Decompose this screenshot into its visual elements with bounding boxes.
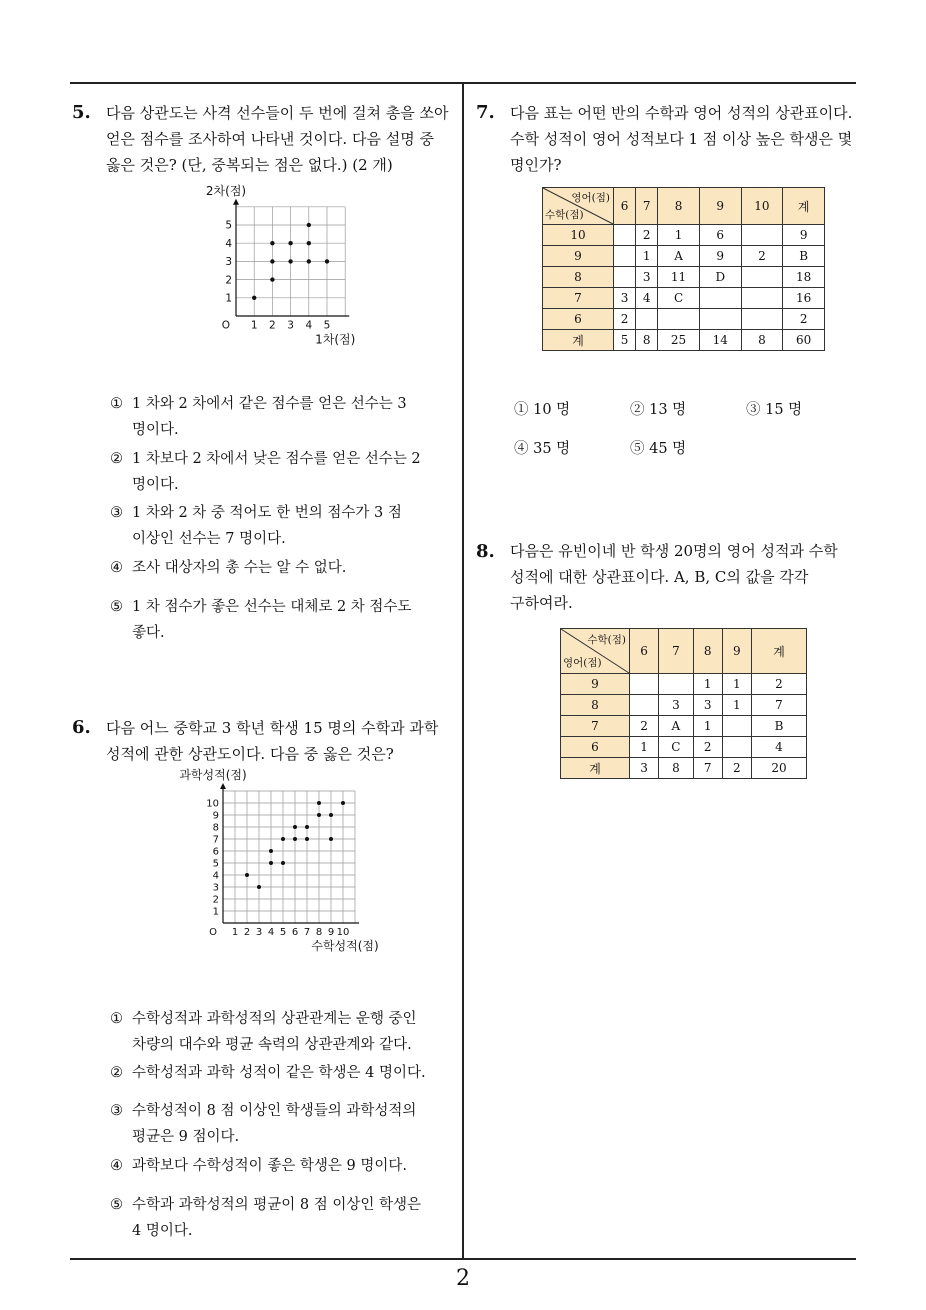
table-cell: 3 [614,288,636,309]
x-tick-label: 2 [269,319,276,332]
data-point [269,861,273,865]
table-row [543,246,825,267]
row-header: 계 [543,330,614,351]
table-cell: 2 [783,309,825,330]
table-cell: C [658,288,700,309]
correlation-table-q7 [542,187,825,351]
table-row [561,758,807,779]
table-cell: 9 [783,225,825,246]
x-tick-label: 3 [287,319,294,332]
x-tick-label: 4 [267,927,275,938]
x-tick-label: 1 [250,319,258,332]
table-cell [722,737,751,758]
choice-2[interactable]: ② 13 명 [630,402,687,418]
data-point [293,837,297,841]
data-point [325,259,329,263]
column-divider [462,82,464,1258]
table-cell: C [659,737,693,758]
data-point [270,259,274,263]
row-header: 계 [561,758,630,779]
y-tick-label: 4 [225,237,232,250]
y-axis-label: 과학성적(점) [179,768,247,782]
correlation-table-q8 [560,628,807,779]
table-cell: 3 [630,758,659,779]
option-2[interactable]: ② 1 차보다 2 차에서 낮은 점수를 얻은 선수는 2 명이다. [110,451,421,493]
row-header: 9 [561,674,630,695]
x-tick-label: 5 [323,319,331,332]
column-header: 10 [741,188,783,225]
data-point [270,277,274,281]
x-tick-label: 1 [231,927,239,938]
scatter-plot-q5 [200,185,370,355]
y-tick-label: 1 [225,292,232,305]
option-4[interactable]: ④ 조사 대상자의 총 수는 알 수 없다. [110,560,347,576]
text-line: 옳은 것은? (단, 중복되는 점은 없다.) (2 개) [106,156,393,174]
row-header: 6 [561,737,630,758]
data-point [288,259,292,263]
row-header: 7 [543,288,614,309]
choice-1[interactable]: ① 10 명 [514,402,571,418]
x-tick-label: 5 [279,927,287,938]
origin-label: O [209,927,217,938]
x-tick-label: 4 [305,319,313,332]
table-cell [741,267,783,288]
y-tick-label: 3 [212,882,219,894]
table-cell [614,225,636,246]
option-1[interactable]: ① 1 차와 2 차에서 같은 점수를 얻은 선수는 3 명이다. [110,396,407,438]
y-tick-label: 6 [212,846,219,858]
y-axis-arrow [220,783,226,789]
data-point [281,837,285,841]
table-cell: 18 [783,267,825,288]
text-line: 성적에 대한 상관표이다. A, B, C의 값을 각각 [510,568,809,586]
table-cell: B [783,246,825,267]
table-cell: 1 [693,674,722,695]
y-tick-label: 8 [212,822,219,834]
table-cell: 16 [783,288,825,309]
table-row [543,309,825,330]
table-row [561,716,807,737]
table-corner: 수학(점) 영어(점) [561,629,630,674]
column-header: 9 [699,188,741,225]
table-cell [614,267,636,288]
option-5[interactable]: ⑤ 수학과 과학성적의 평균이 8 점 이상인 학생은 4 명이다. [110,1197,422,1239]
table-cell: A [659,716,693,737]
table-row [561,695,807,716]
question-number: 5. [72,102,91,123]
data-point [270,241,274,245]
table-row [561,674,807,695]
question-text [106,100,456,178]
text-line: 얻은 점수를 조사하여 나타낸 것이다. 다음 설명 중 [106,130,434,148]
x-tick-label: 2 [243,927,251,938]
table-row [543,288,825,309]
table-cell: 1 [630,737,659,758]
table-cell: D [699,267,741,288]
column-header: 계 [783,188,825,225]
x-tick-label: 10 [336,927,350,938]
table-cell: 8 [659,758,693,779]
y-tick-label: 5 [212,858,219,870]
column-header: 8 [693,629,722,674]
question-number: 7. [476,102,495,123]
data-point [288,241,292,245]
row-header: 9 [543,246,614,267]
y-tick-label: 10 [206,798,219,810]
table-cell: 14 [699,330,741,351]
table-cell [699,288,741,309]
table-cell [741,225,783,246]
column-header: 6 [630,629,659,674]
data-point [293,825,297,829]
table-cell: 2 [636,225,658,246]
table-cell: 3 [636,267,658,288]
y-tick-label: 7 [212,834,219,846]
bottom-rule [70,1258,856,1260]
x-axis-label: 1차(점) [315,332,356,347]
question-text [510,538,860,616]
option-2[interactable]: ② 수학성적과 과학 성적이 같은 학생은 4 명이다. [110,1065,426,1081]
question-text [106,715,456,767]
y-tick-label: 5 [225,219,232,232]
table-cell: B [751,716,806,737]
row-header: 8 [543,267,614,288]
text-line: 구하여라. [510,594,573,612]
data-point [307,223,311,227]
y-tick-label: 9 [212,810,219,822]
table-cell: 7 [693,758,722,779]
row-header: 10 [543,225,614,246]
column-header: 8 [658,188,700,225]
x-tick-label: 3 [255,927,263,938]
table-cell: 8 [636,330,658,351]
data-point [329,813,333,817]
x-tick-label: 9 [327,927,335,938]
table-cell [699,309,741,330]
text-line: 다음은 유빈이네 반 학생 20명의 영어 성적과 수학 [510,542,838,560]
y-tick-label: 2 [225,274,232,287]
table-row [543,330,825,351]
data-point [307,259,311,263]
option-3[interactable]: ③ 1 차와 2 차 중 적어도 한 번의 점수가 3 점 이상인 선수는 7 명이다. [110,505,402,547]
y-tick-label: 2 [212,894,219,906]
choice-3[interactable]: ③ 15 명 [746,402,803,418]
table-cell: 60 [783,330,825,351]
text-line: 수학 성적이 영어 성적보다 1 점 이상 높은 학생은 몇 [510,130,853,148]
table-cell: 1 [722,695,751,716]
table-cell: 20 [751,758,806,779]
y-tick-label: 1 [212,906,219,918]
table-cell: 2 [693,737,722,758]
data-point [341,801,345,805]
y-axis-arrow [233,199,239,205]
data-point [269,849,273,853]
table-cell [741,309,783,330]
table-cell: 4 [636,288,658,309]
x-axis-label: 수학성적(점) [311,939,379,953]
data-point [307,241,311,245]
text-line: 다음 상관도는 사격 선수들이 두 번에 걸쳐 총을 쏘아 [106,104,449,122]
scatter-plot-q6 [179,768,390,967]
option-1[interactable]: ① 수학성적과 과학성적의 상관관계는 운행 중인 차량의 대수와 평균 속력의 상관관계와 같다. [110,1011,417,1053]
row-header: 6 [543,309,614,330]
y-tick-label: 4 [212,870,219,882]
table-cell: 2 [722,758,751,779]
table-row [543,225,825,246]
table-cell: 1 [722,674,751,695]
data-point [281,861,285,865]
table-cell: 3 [659,695,693,716]
text-line: 명인가? [510,156,562,174]
choice-5[interactable]: ⑤ 45 명 [630,441,687,457]
table-cell: 2 [630,716,659,737]
table-cell: 5 [614,330,636,351]
table-cell [614,246,636,267]
table-row [543,267,825,288]
column-header: 6 [614,188,636,225]
column-header: 7 [659,629,693,674]
table-cell: 3 [693,695,722,716]
question-number: 8. [476,541,495,562]
row-header: 8 [561,695,630,716]
question-text [510,100,865,178]
column-header: 7 [636,188,658,225]
table-cell: 1 [636,246,658,267]
data-point [317,801,321,805]
data-point [329,837,333,841]
y-axis-label: 2차(점) [205,183,247,198]
question-number: 6. [72,717,91,738]
table-cell [658,309,700,330]
text-line: 성적에 관한 상관도이다. 다음 중 옳은 것은? [106,745,394,763]
data-point [305,837,309,841]
option-5[interactable]: ⑤ 1 차 점수가 좋은 선수는 대체로 2 차 점수도 좋다. [110,599,412,641]
table-cell: 7 [751,695,806,716]
table-cell: 2 [741,246,783,267]
row-header: 7 [561,716,630,737]
page-number: 2 [456,1266,470,1291]
text-line: 다음 어느 중학교 3 학년 학생 15 명의 수학과 과학 [106,719,439,737]
choice-4[interactable]: ④ 35 명 [514,441,571,457]
option-3[interactable]: ③ 수학성적이 8 점 이상인 학생들의 과학성적의 평균은 9 점이다. [110,1103,417,1145]
origin-label: O [221,319,230,332]
data-point [317,813,321,817]
table-cell: A [658,246,700,267]
option-4[interactable]: ④ 과학보다 수학성적이 좋은 학생은 9 명이다. [110,1158,407,1174]
table-cell: 1 [693,716,722,737]
table-cell [741,288,783,309]
table-cell [636,309,658,330]
table-cell: 8 [741,330,783,351]
table-cell [659,674,693,695]
table-row [561,737,807,758]
table-cell: 1 [658,225,700,246]
table-cell: 9 [699,246,741,267]
table-corner: 영어(점) 수학(점) [543,188,614,225]
table-cell: 11 [658,267,700,288]
y-tick-label: 3 [225,256,232,269]
table-cell [630,695,659,716]
table-cell: 2 [751,674,806,695]
table-cell [630,674,659,695]
x-tick-label: 7 [303,927,311,938]
text-line: 다음 표는 어떤 반의 수학과 영어 성적의 상관표이다. [510,104,853,122]
data-point [257,885,261,889]
table-cell: 4 [751,737,806,758]
column-header: 9 [722,629,751,674]
table-cell: 25 [658,330,700,351]
data-point [252,296,256,300]
data-point [245,873,249,877]
table-cell: 2 [614,309,636,330]
x-tick-label: 6 [291,927,299,938]
table-cell [722,716,751,737]
x-tick-label: 8 [315,927,323,938]
column-header: 계 [751,629,806,674]
table-cell: 6 [699,225,741,246]
data-point [305,825,309,829]
